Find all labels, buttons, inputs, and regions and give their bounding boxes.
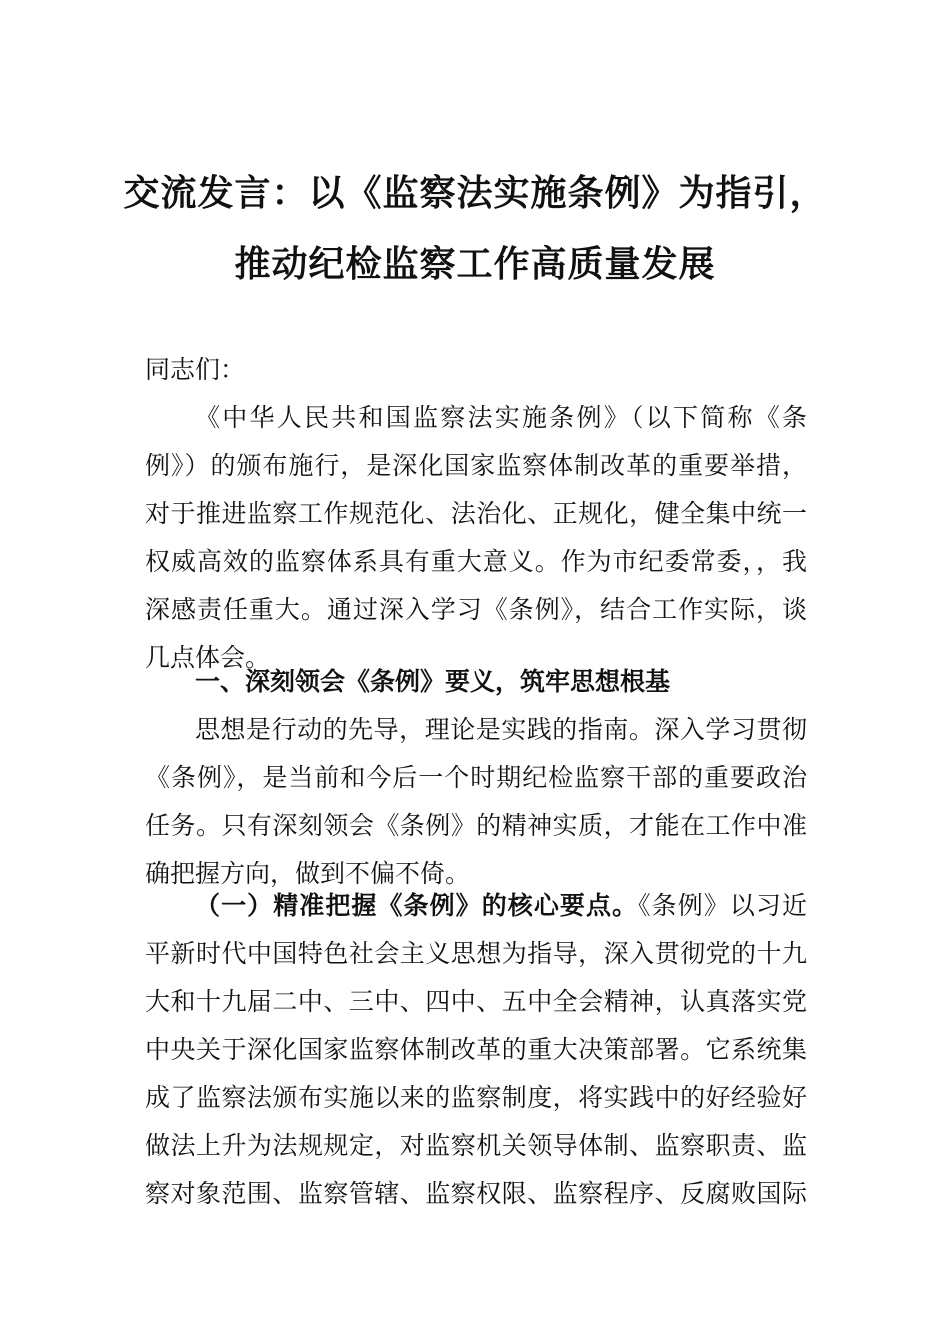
paragraph-1-line: 例》）的颁布施行，是深化国家监察体制改革的重要举措， bbox=[145, 451, 807, 480]
section-heading-1: 一、深刻领会《条例》要义，筑牢思想根基 bbox=[195, 667, 671, 696]
salutation: 同志们： bbox=[145, 355, 246, 384]
document-title-line-1: 交流发言：以《监察法实施条例》为指引， bbox=[123, 172, 827, 214]
paragraph-3-line: 成了监察法颁布实施以来的监察制度，将实践中的好经验好 bbox=[145, 1083, 807, 1112]
paragraph-1-line: 权威高效的监察体系具有重大意义。作为市纪委常委，，我 bbox=[145, 547, 807, 576]
paragraph-2-line: 确把握方向，做到不偏不倚。 bbox=[145, 859, 471, 888]
paragraph-2-line: 任务。只有深刻领会《条例》的精神实质，才能在工作中准 bbox=[145, 811, 807, 840]
paragraph-1-line: 几点体会。 bbox=[145, 643, 271, 672]
subsection-heading-1: （一）精准把握《条例》的核心要点。 bbox=[195, 891, 639, 920]
paragraph-1-line: 对于推进监察工作规范化、法治化、正规化，健全集中统一 bbox=[145, 499, 807, 528]
paragraph-3-line: 平新时代中国特色社会主义思想为指导，深入贯彻党的十九 bbox=[145, 939, 807, 968]
paragraph-3-text: 《条例》以习近 bbox=[638, 891, 807, 920]
paragraph-1-line: 《中华人民共和国监察法实施条例》（以下简称《条 bbox=[195, 403, 807, 432]
paragraph-3-first-line bbox=[195, 882, 807, 930]
paragraph-3-line: 做法上升为法规规定，对监察机关领导体制、监察职责、监 bbox=[145, 1131, 807, 1160]
paragraph-2-line: 思想是行动的先导，理论是实践的指南。深入学习贯彻 bbox=[195, 715, 807, 744]
paragraph-1-line: 深感责任重大。通过深入学习《条例》，结合工作实际，谈 bbox=[145, 595, 807, 624]
paragraph-3-line: 大和十九届二中、三中、四中、五中全会精神，认真落实党 bbox=[145, 987, 807, 1016]
paragraph-3-line: 察对象范围、监察管辖、监察权限、监察程序、反腐败国际 bbox=[145, 1179, 807, 1208]
document-title-line-2: 推动纪检监察工作高质量发展 bbox=[234, 243, 716, 285]
paragraph-2-line: 《条例》，是当前和今后一个时期纪检监察干部的重要政治 bbox=[145, 763, 807, 792]
paragraph-3-line: 中央关于深化国家监察体制改革的重大决策部署。它系统集 bbox=[145, 1035, 807, 1064]
